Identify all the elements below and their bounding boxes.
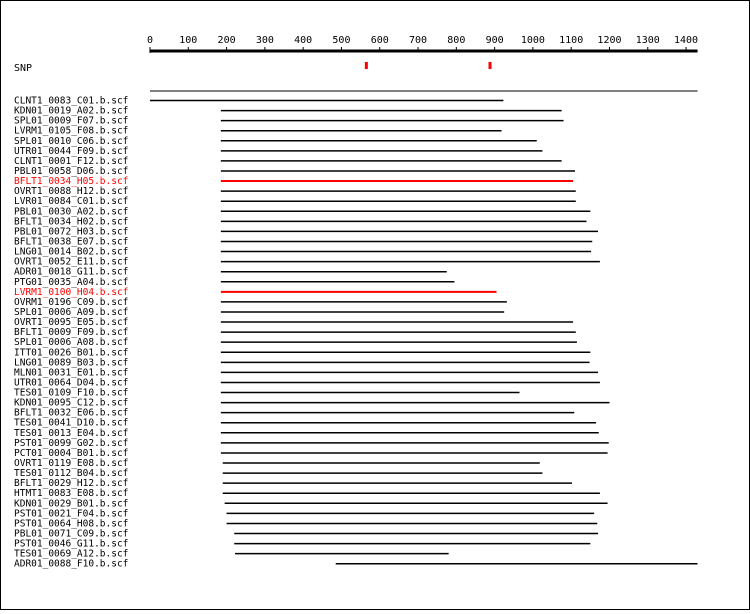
read-label: BFLT1_0009_F09.b.scf — [14, 327, 129, 339]
snp-marker — [489, 62, 492, 69]
read-label: BFLT1_0034_H05.b.scf — [14, 176, 129, 188]
read-labels — [14, 96, 128, 570]
axis-tick-label: 500 — [332, 35, 351, 46]
axis-tick-label: 600 — [370, 35, 389, 46]
snp-markers — [365, 62, 492, 69]
read-label: BFLT1_0038_E07.b.scf — [14, 236, 129, 248]
read-bars — [150, 101, 698, 564]
read-label: TES01_0041_D10.b.scf — [14, 417, 129, 429]
snp-label: SNP — [14, 63, 33, 74]
read-label: PBL01_0071_C09.b.scf — [14, 528, 129, 540]
axis-tick-label: 1300 — [635, 35, 660, 46]
axis-tick-label: 0 — [146, 35, 154, 46]
read-label: LNG01_0014_B02.b.scf — [14, 246, 129, 258]
snp-marker — [365, 62, 368, 69]
read-label: OVRM1_0196_C09.b.scf — [14, 296, 129, 308]
read-label: SPL01_0010_C06.b.scf — [14, 135, 129, 147]
read-label: ITT01_0026_B01.b.scf — [14, 347, 129, 359]
read-label: ADR01_0088_F10.b.scf — [14, 558, 129, 570]
read-label: OVRT1_0088_H12.b.scf — [14, 186, 129, 198]
read-label: KDN01_0019_A02.b.scf — [14, 105, 129, 117]
axis-tick-label: 800 — [447, 35, 466, 46]
read-label: TES01_0109_F10.b.scf — [14, 387, 129, 399]
read-label: TES01_0112_B04.b.scf — [14, 468, 129, 480]
axis-tick-label: 400 — [294, 35, 313, 46]
read-label: LNG01_0089_B03.b.scf — [14, 357, 129, 369]
axis-tick-label: 200 — [217, 35, 236, 46]
read-label: OVRT1_0119_E08.b.scf — [14, 458, 129, 470]
read-label: PST01_0099_G02.b.scf — [14, 437, 129, 449]
read-label: SPL01_0009_F07.b.scf — [14, 115, 129, 127]
read-label: UTR01_0064_D04.b.scf — [14, 377, 129, 389]
read-label: UTR01_0044_F09.b.scf — [14, 145, 129, 157]
read-label: SPL01_0006_A08.b.scf — [14, 337, 129, 349]
read-label: LVRM1_0105_F08.b.scf — [14, 125, 129, 137]
axis-tick-label: 1400 — [674, 35, 699, 46]
read-label: TES01_0013_E04.b.scf — [14, 427, 129, 439]
read-label: LVR01_0084_C01.b.scf — [14, 196, 129, 208]
axis-tick-label: 1200 — [597, 35, 622, 46]
read-label: BFLT1_0034_H02.b.scf — [14, 216, 129, 228]
axis-tick-label: 700 — [408, 35, 428, 46]
read-label: SPL01_0006_A09.b.scf — [14, 306, 129, 318]
axis-ticks — [147, 35, 698, 52]
read-label: OVRT1_0095_E05.b.scf — [14, 317, 129, 329]
read-label: KDN01_0095_C12.b.scf — [14, 397, 129, 409]
axis-tick-label: 1000 — [520, 35, 545, 46]
read-label: OVRT1_0052_E11.b.scf — [14, 256, 129, 268]
read-label: CLNT1_0001_F12.b.scf — [14, 155, 129, 167]
read-label: PST01_0064_H08.b.scf — [14, 518, 129, 530]
read-label: PTG01_0035_A04.b.scf — [14, 276, 129, 288]
read-label: PST01_0021_F04.b.scf — [14, 508, 129, 520]
axis-tick-label: 900 — [485, 35, 504, 46]
read-label: PBL01_0058_D06.b.scf — [14, 165, 129, 177]
read-label: ADR01_0018_G11.b.scf — [14, 266, 129, 278]
read-label: BFLT1_0029_H12.b.scf — [14, 478, 129, 490]
read-label: PBL01_0030_A02.b.scf — [14, 206, 129, 218]
read-label: LVRM1_0100_H04.b.scf — [14, 286, 129, 298]
read-label: CLNT1_0083_C01.b.scf — [14, 95, 129, 107]
read-alignment-diagram — [1, 1, 749, 609]
read-label: HTMT1_0083_E08.b.scf — [14, 488, 129, 500]
read-label: PST01_0046_G11.b.scf — [14, 538, 129, 550]
read-label: MLN01_0031_E01.b.scf — [14, 367, 129, 379]
axis-tick-label: 100 — [179, 35, 198, 46]
position-axis — [147, 35, 698, 53]
read-label: BFLT1_0032_E06.b.scf — [14, 407, 129, 419]
axis-tick-label: 300 — [255, 35, 274, 46]
read-label: TES01_0069_A12.b.scf — [14, 548, 129, 560]
read-label: KDN01_0029_B01.b.scf — [14, 498, 129, 510]
read-label: PBL01_0072_H03.b.scf — [14, 226, 129, 238]
read-label: PCT01_0004_B01.b.scf — [14, 447, 129, 459]
axis-tick-label: 1100 — [559, 35, 584, 46]
